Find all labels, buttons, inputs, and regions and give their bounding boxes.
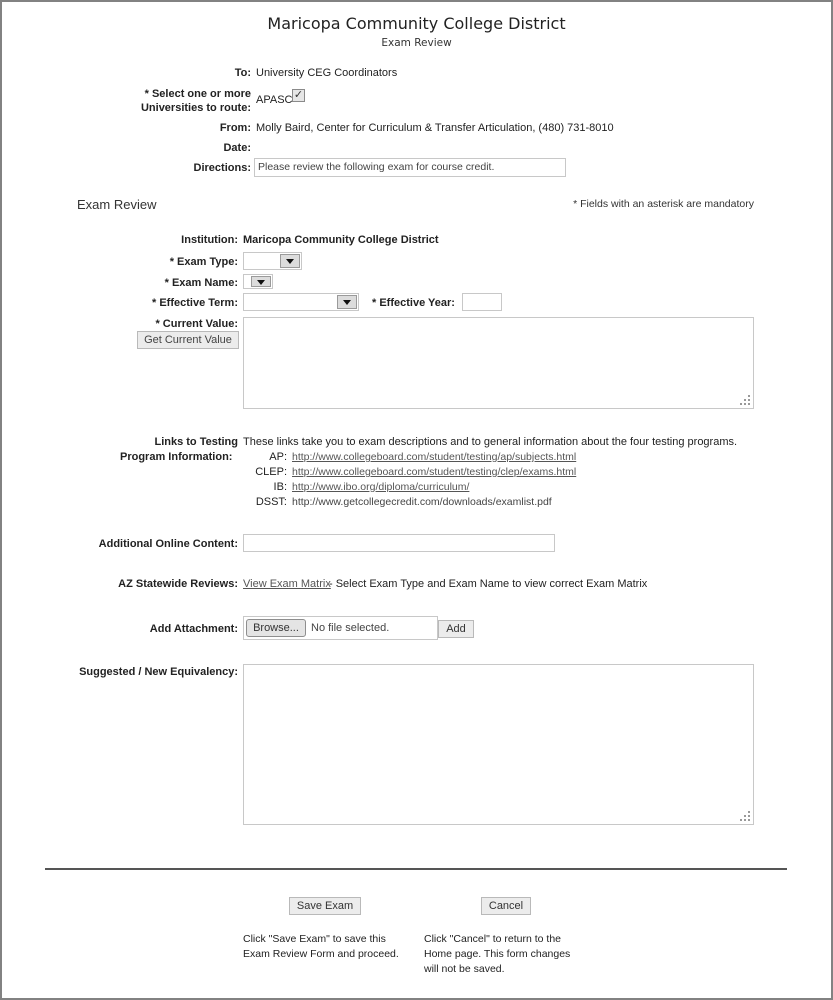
section-title: Exam Review [77,197,157,212]
effective-year-input[interactable] [462,293,502,311]
exam-type-select[interactable] [243,252,302,270]
directions-input[interactable]: Please review the following exam for course credit. [254,158,566,177]
effective-year-label: * Effective Year: [372,297,455,309]
get-current-value-button[interactable]: Get Current Value [137,331,239,349]
from-label: From: [219,122,251,134]
resize-grip-icon[interactable] [738,393,750,405]
checkmark-icon: ✓ [293,89,304,101]
resize-grip-icon[interactable] [738,809,750,821]
dsst-url-text: http://www.getcollegecredit.com/downloads/examlist.pdf [292,496,552,508]
link-ap[interactable]: http://www.collegeboard.com/student/testing/ap/subjects.html [292,451,577,463]
date-label: Date: [223,142,251,154]
view-exam-matrix-link[interactable]: View Exam Matrix [243,578,331,590]
university-option-label: APASC [256,94,293,106]
chevron-down-icon [337,295,357,309]
exam-name-label: * Exam Name: [164,277,238,289]
program-label-dsst: DSST: [255,496,287,508]
chevron-down-icon [280,254,300,268]
to-label: To: [234,67,251,79]
cancel-help-text: Click "Cancel" to return to the Home page. This form changes will not be saved. [424,933,571,975]
exam-name-select[interactable] [243,274,273,289]
effective-term-label: * Effective Term: [152,297,238,309]
current-value-label: * Current Value: [155,318,238,330]
add-attachment-button[interactable]: Add [438,620,474,638]
page-subtitle: Exam Review [381,37,452,49]
effective-term-select[interactable] [243,293,359,311]
current-value-textarea[interactable] [243,317,754,409]
additional-content-label: Additional Online Content: [98,538,238,550]
save-help-text: Click "Save Exam" to save this Exam Review Form and proceed. [243,933,399,960]
browse-button[interactable]: Browse... [246,619,306,637]
file-input[interactable] [243,616,438,640]
statewide-note: - Select Exam Type and Exam Name to view correct Exam Matrix [329,578,648,590]
file-status: No file selected. [311,622,390,634]
from-value: Molly Baird, Center for Curriculum & Transfer Articulation, (480) 731-8010 [256,122,614,134]
links-intro: These links take you to exam descriptions and to general information about the four testing programs. [243,436,738,448]
directions-label: Directions: [193,162,251,174]
institution-label: Institution: [181,234,238,246]
program-label-ap: AP: [269,451,287,463]
links-label-line2: Program Information: [120,451,233,463]
equivalency-label: Suggested / New Equivalency: [79,666,238,678]
equivalency-textarea[interactable] [243,664,754,825]
program-label-ib: IB: [273,481,287,493]
link-clep[interactable]: http://www.collegeboard.com/student/testing/clep/exams.html [292,466,577,478]
link-ib[interactable]: http://www.ibo.org/diploma/curriculum/ [292,481,470,493]
program-label-clep: CLEP: [255,466,287,478]
select-universities-label: * Select one or more Universities to route: [140,88,251,114]
links-label-line1: Links to Testing [154,436,238,448]
statewide-label: AZ Statewide Reviews: [118,578,238,590]
apasc-checkbox[interactable] [292,89,305,102]
mandatory-note: * Fields with an asterisk are mandatory [573,198,754,210]
chevron-down-icon [251,276,271,287]
save-exam-button[interactable]: Save Exam [289,897,361,915]
additional-content-input[interactable] [243,534,555,552]
cancel-button[interactable]: Cancel [481,897,531,915]
institution-value: Maricopa Community College District [243,234,439,246]
exam-type-label: * Exam Type: [169,256,238,268]
attachment-label: Add Attachment: [149,623,238,635]
footer-divider [45,868,787,870]
page-title: Maricopa Community College District [267,14,566,33]
to-value: University CEG Coordinators [256,67,398,79]
